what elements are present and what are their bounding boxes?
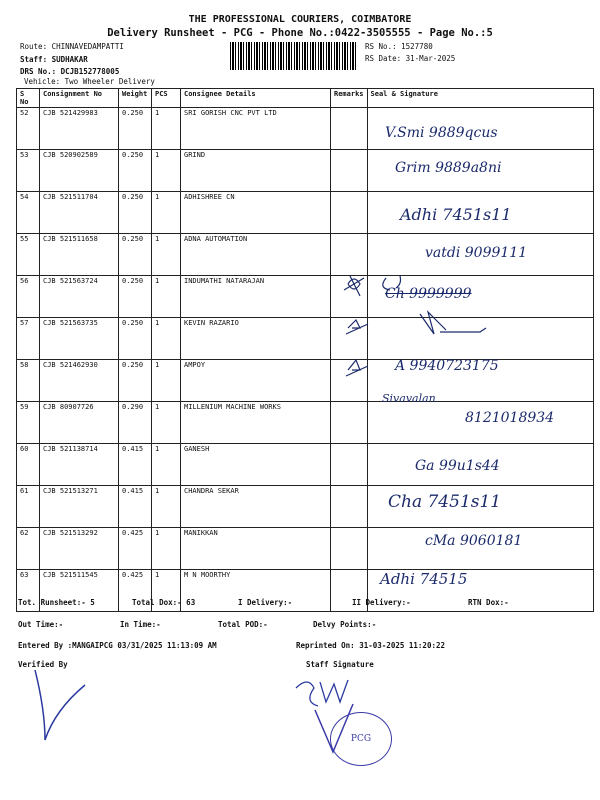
rs-no-label: RS No.: 1527780 xyxy=(365,42,433,51)
cell-remarks xyxy=(331,444,368,486)
staff-signature-label: Staff Signature xyxy=(306,660,374,669)
cell-consignment: CJB 521563724 xyxy=(40,276,119,318)
runsheet-title: Delivery Runsheet - PCG - Phone No.:0422-3505555 - Page No.:5 xyxy=(107,27,493,39)
route-label: Route: CHINNAVEDAMPATTI xyxy=(20,42,124,51)
total-dox: Total Dox:- 63 xyxy=(132,598,196,607)
cell-pcs: 1 xyxy=(152,108,181,150)
signature-55: vatdi 9099111 xyxy=(425,245,528,261)
cell-weight: 0.250 xyxy=(119,360,152,402)
cell-sno: 62 xyxy=(17,528,40,570)
cell-pcs: 1 xyxy=(152,150,181,192)
cell-consignee: GANESH xyxy=(181,444,331,486)
cell-sno: 53 xyxy=(17,150,40,192)
in-time: In Time:- xyxy=(120,620,161,629)
cell-sno: 52 xyxy=(17,108,40,150)
cell-pcs: 1 xyxy=(152,444,181,486)
delivery-points: Delvy Points:- xyxy=(313,620,377,629)
cell-weight: 0.250 xyxy=(119,108,152,150)
cell-sno: 61 xyxy=(17,486,40,528)
col-header-consignee: Consignee Details xyxy=(181,89,331,108)
col-header-sno: S No xyxy=(17,89,40,108)
cell-pcs: 1 xyxy=(152,402,181,444)
cell-remarks xyxy=(331,528,368,570)
vehicle-label: Vehicle: Two Wheeler Delivery xyxy=(24,77,155,86)
cell-consignment: CJB 521462930 xyxy=(40,360,119,402)
cell-consignee: SRI GORISH CNC PVT LTD xyxy=(181,108,331,150)
cell-remarks xyxy=(331,486,368,528)
barcode xyxy=(230,42,358,70)
out-time: Out Time:- xyxy=(18,620,64,629)
signature-59-phone: 8121018934 xyxy=(465,410,555,426)
cell-consignee: ADHISHREE CN xyxy=(181,192,331,234)
signature-52: V.Smi 9889qcus xyxy=(385,125,498,141)
cell-consignee: M N MOORTHY xyxy=(181,570,331,612)
cell-pcs: 1 xyxy=(152,318,181,360)
cell-weight: 0.250 xyxy=(119,192,152,234)
signature-62: cMa 9060181 xyxy=(425,533,523,549)
cell-pcs: 1 xyxy=(152,360,181,402)
total-runsheet: Tot. Runsheet:- 5 xyxy=(18,598,95,607)
col-header-signature: Seal & Signature xyxy=(367,89,593,108)
col-header-weight: Weight xyxy=(119,89,152,108)
signature-60: Ga 99u1s44 xyxy=(415,458,500,474)
signature-59-name: Sivavalan xyxy=(382,392,436,405)
col-header-pcs: PCS xyxy=(152,89,181,108)
table-header-row xyxy=(17,89,594,108)
cell-pcs: 1 xyxy=(152,234,181,276)
cell-consignment: CJB 521511545 xyxy=(40,570,119,612)
table-row xyxy=(17,108,594,150)
ii-delivery: II Delivery:- xyxy=(352,598,411,607)
cell-sno: 56 xyxy=(17,276,40,318)
signature-54: Adhi 7451s11 xyxy=(400,205,512,224)
verified-by-label: Verified By xyxy=(18,660,68,669)
table-row xyxy=(17,150,594,192)
cell-consignee: ADNA AUTOMATION xyxy=(181,234,331,276)
drs-label: DRS No.: DCJB152778005 xyxy=(20,67,120,76)
table-row xyxy=(17,486,594,528)
entered-by: Entered By :MANGAIPCG 03/31/2025 11:13:09 AM xyxy=(18,641,217,650)
cell-consignment: CJB 521511704 xyxy=(40,192,119,234)
cell-remarks xyxy=(331,150,368,192)
cell-consignee: MILLENIUM MACHINE WORKS xyxy=(181,402,331,444)
cell-weight: 0.250 xyxy=(119,276,152,318)
cell-consignment: CJB 521563735 xyxy=(40,318,119,360)
cell-weight: 0.250 xyxy=(119,318,152,360)
rs-date-label: RS Date: 31-Mar-2025 xyxy=(365,54,456,63)
cell-remarks xyxy=(331,192,368,234)
reprinted-on: Reprinted On: 31-03-2025 11:20:22 xyxy=(296,641,446,650)
signature-56: Ch 9999999 xyxy=(385,286,472,302)
cell-pcs: 1 xyxy=(152,486,181,528)
cell-weight: 0.250 xyxy=(119,150,152,192)
table-row xyxy=(17,444,594,486)
cell-sno: 54 xyxy=(17,192,40,234)
staff-label: Staff: SUDHAKAR xyxy=(20,55,88,64)
cell-consignment: CJB 521429983 xyxy=(40,108,119,150)
cell-weight: 0.415 xyxy=(119,444,152,486)
cell-remarks xyxy=(331,108,368,150)
cell-consignment: CJB 80907726 xyxy=(40,402,119,444)
company-title: THE PROFESSIONAL COURIERS, COIMBATORE xyxy=(188,14,412,25)
col-header-remarks: Remarks xyxy=(331,89,368,108)
cell-sno: 59 xyxy=(17,402,40,444)
cell-consignee: KEVIN RAZARIO xyxy=(181,318,331,360)
cell-weight: 0.425 xyxy=(119,570,152,612)
cell-consignment: CJB 521511658 xyxy=(40,234,119,276)
cell-weight: 0.250 xyxy=(119,234,152,276)
cell-sno: 57 xyxy=(17,318,40,360)
cell-sno: 63 xyxy=(17,570,40,612)
cell-pcs: 1 xyxy=(152,570,181,612)
signature-58: A 9940723175 xyxy=(395,358,499,374)
cell-consignment: CJB 521513271 xyxy=(40,486,119,528)
total-pod: Total POD:- xyxy=(218,620,268,629)
cell-sno: 55 xyxy=(17,234,40,276)
cell-pcs: 1 xyxy=(152,528,181,570)
signature-61: Cha 7451s11 xyxy=(388,492,502,512)
cell-weight: 0.290 xyxy=(119,402,152,444)
cell-sno: 60 xyxy=(17,444,40,486)
cell-pcs: 1 xyxy=(152,192,181,234)
cell-consignee: CHANDRA SEKAR xyxy=(181,486,331,528)
cell-weight: 0.425 xyxy=(119,528,152,570)
cell-remarks xyxy=(331,402,368,444)
stamp-tick xyxy=(310,700,370,760)
verified-signature xyxy=(20,660,110,750)
cell-consignment: CJB 521513292 xyxy=(40,528,119,570)
i-delivery: I Delivery:- xyxy=(238,598,293,607)
cell-consignee: MANIKKAN xyxy=(181,528,331,570)
cell-sno: 58 xyxy=(17,360,40,402)
cell-consignee: INDUMATHI NATARAJAN xyxy=(181,276,331,318)
cell-consignee: AMPOY xyxy=(181,360,331,402)
cell-consignee: GRIND xyxy=(181,150,331,192)
cell-pcs: 1 xyxy=(152,276,181,318)
col-header-consignment: Consignment No xyxy=(40,89,119,108)
signature-53: Grim 9889a8ni xyxy=(395,160,502,176)
signature-63: Adhi 74515 xyxy=(380,570,468,588)
rtn-dox: RTN Dox:- xyxy=(468,598,509,607)
cell-weight: 0.415 xyxy=(119,486,152,528)
cell-consignment: CJB 520902589 xyxy=(40,150,119,192)
cell-consignment: CJB 521138714 xyxy=(40,444,119,486)
pcg-stamp-text: PCG xyxy=(350,734,372,744)
